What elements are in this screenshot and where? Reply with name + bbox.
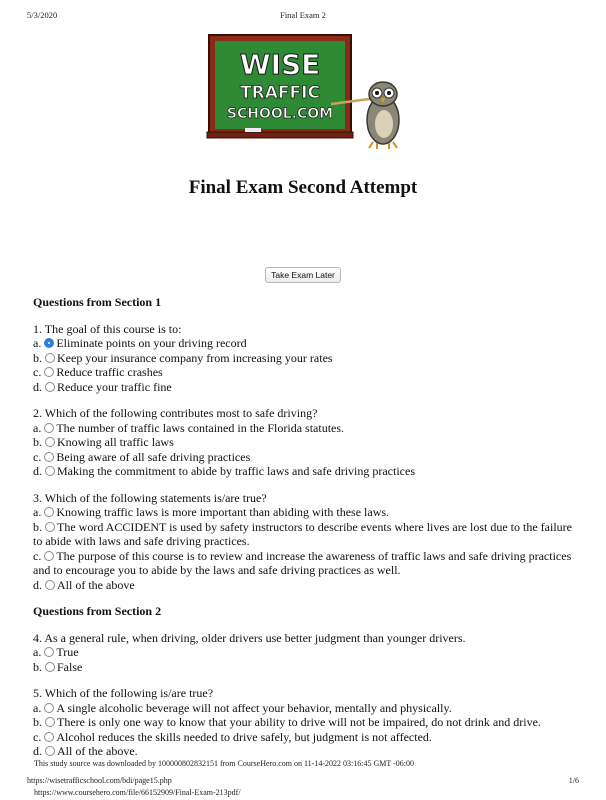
option-text: Alcohol reduces the skills needed to drive safely, but judgment is not affected. xyxy=(56,729,432,744)
take-exam-later-button[interactable]: Take Exam Later xyxy=(265,267,341,283)
question-text: 5. Which of the following is/are true? xyxy=(33,686,214,700)
radio-button[interactable] xyxy=(45,580,55,590)
answer-option[interactable] xyxy=(33,744,573,759)
question-1 xyxy=(33,322,573,395)
source-url[interactable]: https://www.coursehero.com/file/66152909/Final-Exam-213pdf/ xyxy=(34,788,241,797)
answer-option[interactable] xyxy=(33,701,573,716)
option-letter: d. xyxy=(33,379,42,394)
radio-button[interactable] xyxy=(44,647,54,657)
page-url[interactable]: https://wisetrafficschool.com/bdi/page15.php xyxy=(27,776,172,785)
option-letter: d. xyxy=(33,744,42,758)
radio-button[interactable] xyxy=(44,423,54,433)
logo-line3: SCHOOL.COM xyxy=(226,106,334,122)
option-text: The purpose of this course is to review and increase the awareness of traffic laws and safe driving practices and to encourage you to abide by the laws and safe driving practices as well. xyxy=(33,548,572,577)
answer-option[interactable] xyxy=(33,421,573,436)
answer-option[interactable] xyxy=(33,660,573,675)
option-text: Knowing traffic laws is more important than abiding with these laws. xyxy=(56,505,390,519)
radio-button[interactable] xyxy=(45,746,55,756)
option-text: Making the commitment to abide by traffic laws and safe driving practices xyxy=(57,464,416,478)
option-text: Reduce traffic crashes xyxy=(56,365,163,379)
option-letter: b. xyxy=(33,659,42,674)
option-letter: c. xyxy=(33,449,42,464)
radio-button[interactable] xyxy=(45,522,55,532)
option-text: Eliminate points on your driving record xyxy=(56,336,247,350)
option-letter: a. xyxy=(33,700,42,715)
chalkboard-owl-logo-icon xyxy=(205,32,405,157)
option-letter: a. xyxy=(33,505,42,519)
option-text: Keep your insurance company from increasing your rates xyxy=(57,350,333,365)
answer-option[interactable] xyxy=(33,505,573,520)
option-letter: c. xyxy=(33,548,42,563)
option-text: A single alcoholic beverage will not affect your behavior, mentally and physically. xyxy=(56,700,452,715)
page-number: 1/6 xyxy=(568,776,579,785)
option-text: All of the above xyxy=(57,577,135,592)
radio-button[interactable] xyxy=(45,382,55,392)
option-letter: a. xyxy=(33,645,42,659)
radio-button[interactable] xyxy=(44,732,54,742)
radio-button[interactable] xyxy=(45,437,55,447)
wise-traffic-school-logo xyxy=(205,32,405,157)
radio-button-selected[interactable] xyxy=(44,338,54,348)
answer-option[interactable] xyxy=(33,645,573,660)
print-date: 5/3/2020 xyxy=(27,10,58,20)
section-heading: Questions from Section 1 xyxy=(33,295,162,309)
answer-option[interactable] xyxy=(33,715,573,730)
option-text: Being aware of all safe driving practices xyxy=(56,449,251,464)
radio-button[interactable] xyxy=(45,353,55,363)
option-text: The number of traffic laws contained in the Florida statutes. xyxy=(56,420,345,435)
question-text: 2. Which of the following contributes most to safe driving? xyxy=(33,406,318,420)
radio-button[interactable] xyxy=(44,367,54,377)
question-2 xyxy=(33,406,573,479)
logo-line1: WISE xyxy=(239,48,321,81)
radio-button[interactable] xyxy=(45,466,55,476)
option-letter: d. xyxy=(33,577,42,592)
radio-button[interactable] xyxy=(44,703,54,713)
option-letter: c. xyxy=(33,365,42,379)
question-text: 1. The goal of this course is to: xyxy=(33,321,182,336)
option-letter: c. xyxy=(33,729,42,744)
download-note: This study source was downloaded by 100000802832151 from CourseHero.com on 11-14-2022 03:16:45 GMT -06:00 xyxy=(34,759,414,768)
option-text: There is only one way to know that your ability to drive will not be impaired, do not drink and drive. xyxy=(57,715,541,729)
option-letter: a. xyxy=(33,336,42,350)
exam-content xyxy=(33,292,573,759)
answer-option[interactable] xyxy=(33,380,573,395)
answer-option[interactable] xyxy=(33,435,573,450)
question-4 xyxy=(33,631,573,675)
option-text: The word ACCIDENT is used by safety instructors to describe events where lives are lost due to the failure to abide with laws and safe driving practices. xyxy=(33,519,572,548)
answer-option[interactable] xyxy=(33,351,573,366)
option-text: False xyxy=(57,659,83,674)
radio-button[interactable] xyxy=(45,717,55,727)
option-letter: a. xyxy=(33,420,42,435)
question-text: 4. As a general rule, when driving, older drivers use better judgment than younger drivers. xyxy=(33,630,466,645)
radio-button[interactable] xyxy=(45,662,55,672)
option-text: Reduce your traffic fine xyxy=(57,379,172,394)
answer-option[interactable] xyxy=(33,578,573,593)
answer-option[interactable] xyxy=(33,450,573,465)
radio-button[interactable] xyxy=(44,507,54,517)
section-heading: Questions from Section 2 xyxy=(33,604,162,618)
answer-option[interactable] xyxy=(33,464,573,479)
answer-option[interactable] xyxy=(33,365,573,380)
option-text: All of the above. xyxy=(57,744,138,758)
question-3 xyxy=(33,491,573,593)
option-letter: b. xyxy=(33,435,42,449)
radio-button[interactable] xyxy=(44,551,54,561)
option-text: True xyxy=(56,645,79,659)
option-letter: d. xyxy=(33,464,42,478)
option-letter: b. xyxy=(33,350,42,365)
option-text: Knowing all traffic laws xyxy=(57,435,174,449)
radio-button[interactable] xyxy=(44,452,54,462)
option-letter: b. xyxy=(33,715,42,729)
option-letter: b. xyxy=(33,519,42,534)
answer-option[interactable] xyxy=(33,549,573,578)
print-title: Final Exam 2 xyxy=(280,10,326,20)
answer-option[interactable] xyxy=(33,730,573,745)
logo-line2: TRAFFIC xyxy=(240,83,320,103)
page-title: Final Exam Second Attempt xyxy=(188,177,418,198)
answer-option[interactable] xyxy=(33,520,573,549)
question-text: 3. Which of the following statements is/are true? xyxy=(33,490,267,505)
question-5 xyxy=(33,686,573,759)
answer-option[interactable] xyxy=(33,336,573,351)
